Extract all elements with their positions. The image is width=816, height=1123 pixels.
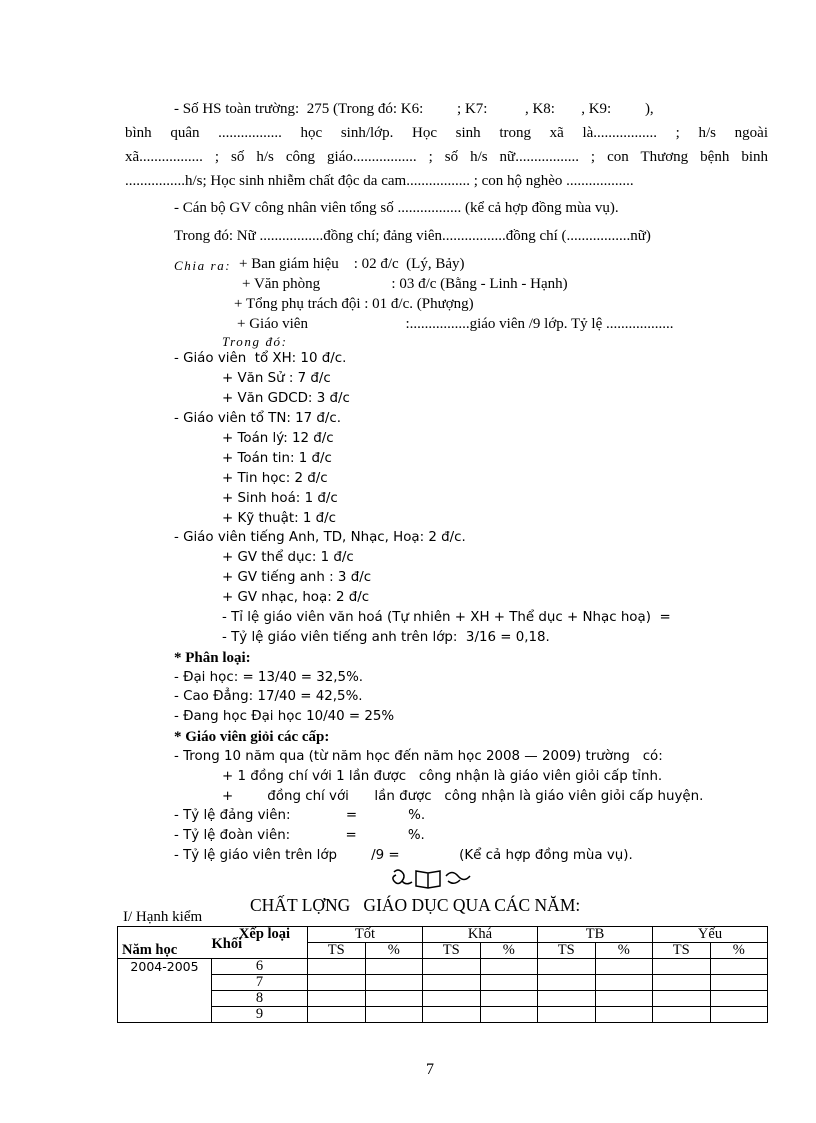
team-leader-line: + Tổng phụ trách đội : 01 đ/c. (Phượng) [234,296,474,312]
van-su-line: + Văn Sử : 7 đ/c [222,371,331,386]
classification-heading: * Phân loại: [174,650,251,666]
data-cell [595,975,653,991]
students-categories-line: xã................. ; số h/s công giáo................. ; số h/s nữ................. ; con Thương bệnh binh [125,149,768,165]
students-average-line: bình quân ................. học sinh/lớp. Học sinh trong xã là................. ; h/s ngoài [125,125,768,141]
good-pct-header: % [365,943,423,959]
grade-cell: 7 [212,975,308,991]
group-good-header: Tốt [308,927,423,943]
data-cell [595,1007,653,1023]
toan-tin-line: + Toán tin: 1 đ/c [222,451,332,466]
table-row [118,959,768,975]
data-cell [423,991,481,1007]
grade-cell: 6 [212,959,308,975]
table-row [118,991,768,1007]
teacher-class-ratio-line: - Tỷ lệ giáo viên trên lớp /9 = (Kể cả hợp đồng mùa vụ). [174,848,633,863]
group-fair-header: Khá [423,927,538,943]
data-cell [710,1007,768,1023]
ornament-divider-icon [388,866,472,890]
office-line: + Văn phòng : 03 đ/c (Bằng - Linh - Hạnh) [242,276,568,292]
board-line: + Ban giám hiệu : 02 đ/c (Lý, Bảy) [239,256,465,272]
nam-hoc-label: Năm học [118,943,212,959]
van-gdcd-line: + Văn GDCD: 3 đ/c [222,391,350,406]
english-line: + GV tiếng anh : 3 đ/c [222,570,372,585]
pe-line: + GV thể dục: 1 đ/c [222,550,354,565]
data-cell [710,959,768,975]
section-title: CHẤT LỢNG GIÁO DỤC QUA CÁC NĂM: [250,895,581,915]
table-row [118,1007,768,1023]
fair-ts-header: TS [423,943,481,959]
province-award-line: + 1 đồng chí với 1 lần được công nhận là giáo viên giỏi cấp tỉnh. [222,769,663,784]
data-cell [538,991,596,1007]
college-line: - Cao Đẳng: 17/40 = 42,5%. [174,689,363,704]
grade-cell: 8 [212,991,308,1007]
district-award-line: + đồng chí với lần được công nhận là giáo viên giỏi cấp huyện. [222,789,704,804]
data-cell [538,959,596,975]
year-cell: 2004-2005 [118,959,212,1023]
students-total-line: - Số HS toàn trường: 275 (Trong đó: K6: ; K7: , K8: , K9: ), [174,101,654,117]
good-teachers-heading: * Giáo viên giỏi các cấp: [174,729,330,745]
university-line: - Đại học: = 13/40 = 32,5%. [174,670,364,685]
data-cell [595,991,653,1007]
data-cell [423,1007,481,1023]
average-pct-header: % [595,943,653,959]
data-cell [538,1007,596,1023]
students-extra-line: ................h/s; Học sinh nhiễm chất độc da cam................. ; con hộ nghèo .................. [125,173,634,189]
data-cell [365,991,423,1007]
data-cell [653,1007,711,1023]
party-ratio-line: - Tỷ lệ đảng viên: = %. [174,808,426,823]
data-cell [653,975,711,991]
data-cell [653,959,711,975]
teachers-line: + Giáo viên :................giáo viên /9 lớp. Tỷ lệ .................. [237,316,674,332]
fair-pct-header: % [480,943,538,959]
culture-ratio-line: - Tỉ lệ giáo viên văn hoá (Tự nhiên + XH + Thể dục + Nhạc hoạ) = [222,610,671,625]
group-weak-header: Yếu [653,927,768,943]
staff-breakdown-line: Trong đó: Nữ .................đồng chí; đảng viên.................đồng chí (.................nữ) [174,228,651,244]
group-average-header: TB [538,927,653,943]
data-cell [480,975,538,991]
khoi-label-text: Khối [211,935,243,952]
data-cell [653,991,711,1007]
sinh-hoa-line: + Sinh hoá: 1 đ/c [222,491,338,506]
studying-line: - Đang học Đại học 10/40 = 25% [174,709,395,724]
data-cell [308,975,366,991]
conduct-table [117,926,768,1023]
staff-total-line: - Cán bộ GV công nhân viên tổng số ................. (kể cả hợp đồng mùa vụ). [174,200,619,216]
youth-ratio-line: - Tỷ lệ đoàn viên: = %. [174,828,425,843]
data-cell [710,991,768,1007]
average-ts-header: TS [538,943,596,959]
data-cell [480,1007,538,1023]
data-cell [365,975,423,991]
data-cell [538,975,596,991]
grade-cell: 9 [212,1007,308,1023]
tin-hoc-line: + Tin học: 2 đ/c [222,471,328,486]
data-cell [480,991,538,1007]
data-cell [308,1007,366,1023]
ky-thuat-line: + Kỹ thuật: 1 đ/c [222,511,337,526]
science-group-line: - Giáo viên tổ TN: 17 đ/c. [174,411,342,426]
weak-pct-header: % [710,943,768,959]
data-cell [308,991,366,1007]
data-cell [308,959,366,975]
data-cell [423,975,481,991]
khoi-label [211,935,308,959]
xep-loai-label: Xếp loại [238,926,291,943]
data-cell [595,959,653,975]
data-cell [365,1007,423,1023]
data-cell [365,959,423,975]
social-group-line: - Giáo viên tổ XH: 10 đ/c. [174,351,347,366]
ten-years-line: - Trong 10 năm qua (từ năm học đến năm học 2008 — 2009) trường có: [174,749,663,764]
english-group-line: - Giáo viên tiếng Anh, TD, Nhạc, Hoạ: 2 đ/c. [174,530,466,545]
data-cell [423,959,481,975]
weak-ts-header: TS [653,943,711,959]
good-ts-header: TS [308,943,366,959]
conduct-subtitle: I/ Hạnh kiểm [123,909,203,925]
chia-ra-label: Chia ra: [174,258,232,273]
table-subheader-row [118,943,768,959]
toan-ly-line: + Toán lý: 12 đ/c [222,431,334,446]
data-cell [710,975,768,991]
music-art-line: + GV nhạc, hoạ: 2 đ/c [222,590,370,605]
table-row [118,975,768,991]
data-cell [480,959,538,975]
trong-do-label: Trong đó: [222,334,288,349]
english-ratio-line: - Tỷ lệ giáo viên tiếng anh trên lớp: 3/16 = 0,18. [222,630,550,645]
page-number: 7 [426,1061,434,1078]
